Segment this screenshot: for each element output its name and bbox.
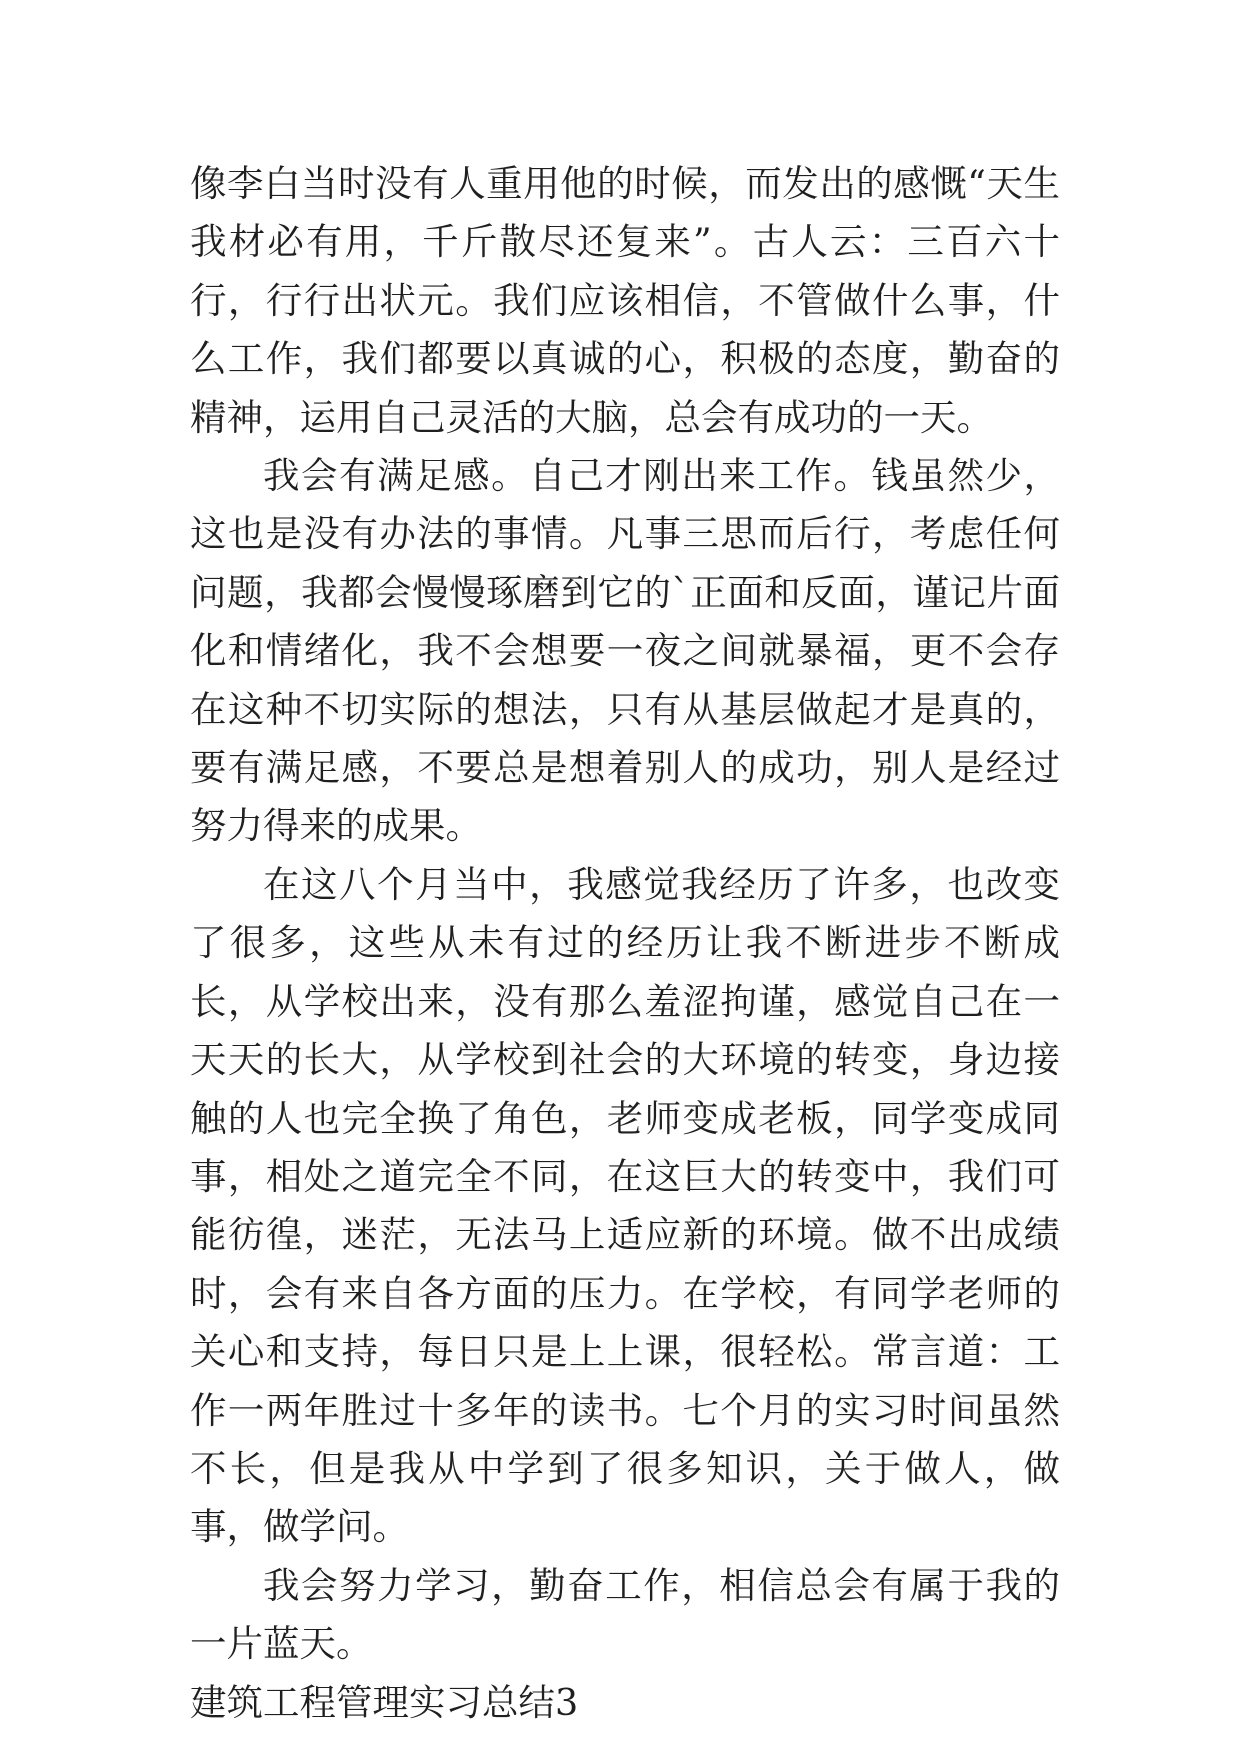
section-heading: 建筑工程管理实习总结3 — [190, 1680, 579, 1724]
paragraph-continuation: 像李白当时没有人重用他的时候，而发出的感慨“天生我材必有用，千斤散尽还复来”。古人云：三百六十行，行行出状元。我们应该相信，不管做什么事，什么工作，我们都要以真诚的心，积极的态度，勤奋的精神，运用自己灵活的大脑，总会有成功的一天。 — [190, 162, 1060, 439]
paragraph-satisfaction: 我会有满足感。自己才刚出来工作。钱虽然少，这也是没有办法的事情。凡事三思而后行，考虑任何问题，我都会慢慢琢磨到它的`正面和反面，谨记片面化和情绪化，我不会想要一夜之间就暴福，更不会存在这种不切实际的想法，只有从基层做起才是真的，要有满足感，不要总是想着别人的成功，别人是经过努力得来的成果。 — [190, 454, 1060, 848]
paragraph-eight-months: 在这八个月当中，我感觉我经历了许多，也改变了很多，这些从未有过的经历让我不断进步不断成长，从学校出来，没有那么羞涩拘谨，感觉自己在一天天的长大，从学校到社会的大环境的转变，身边接触的人也完全换了角色，老师变成老板，同学变成同事，相处之道完全不同，在这巨大的转变中，我们可能彷徨，迷茫，无法马上适应新的环境。做不出成绩时，会有来自各方面的压力。在学校，有同学老师的关心和支持，每日只是上上课，很轻松。常言道：工作一两年胜过十多年的读书。七个月的实习时间虽然不长，但是我从中学到了很多知识，关于做人，做事，做学问。 — [190, 862, 1060, 1549]
paragraph-closing: 我会努力学习，勤奋工作，相信总会有属于我的一片蓝天。 — [190, 1563, 1060, 1666]
document-body — [190, 155, 1060, 1732]
